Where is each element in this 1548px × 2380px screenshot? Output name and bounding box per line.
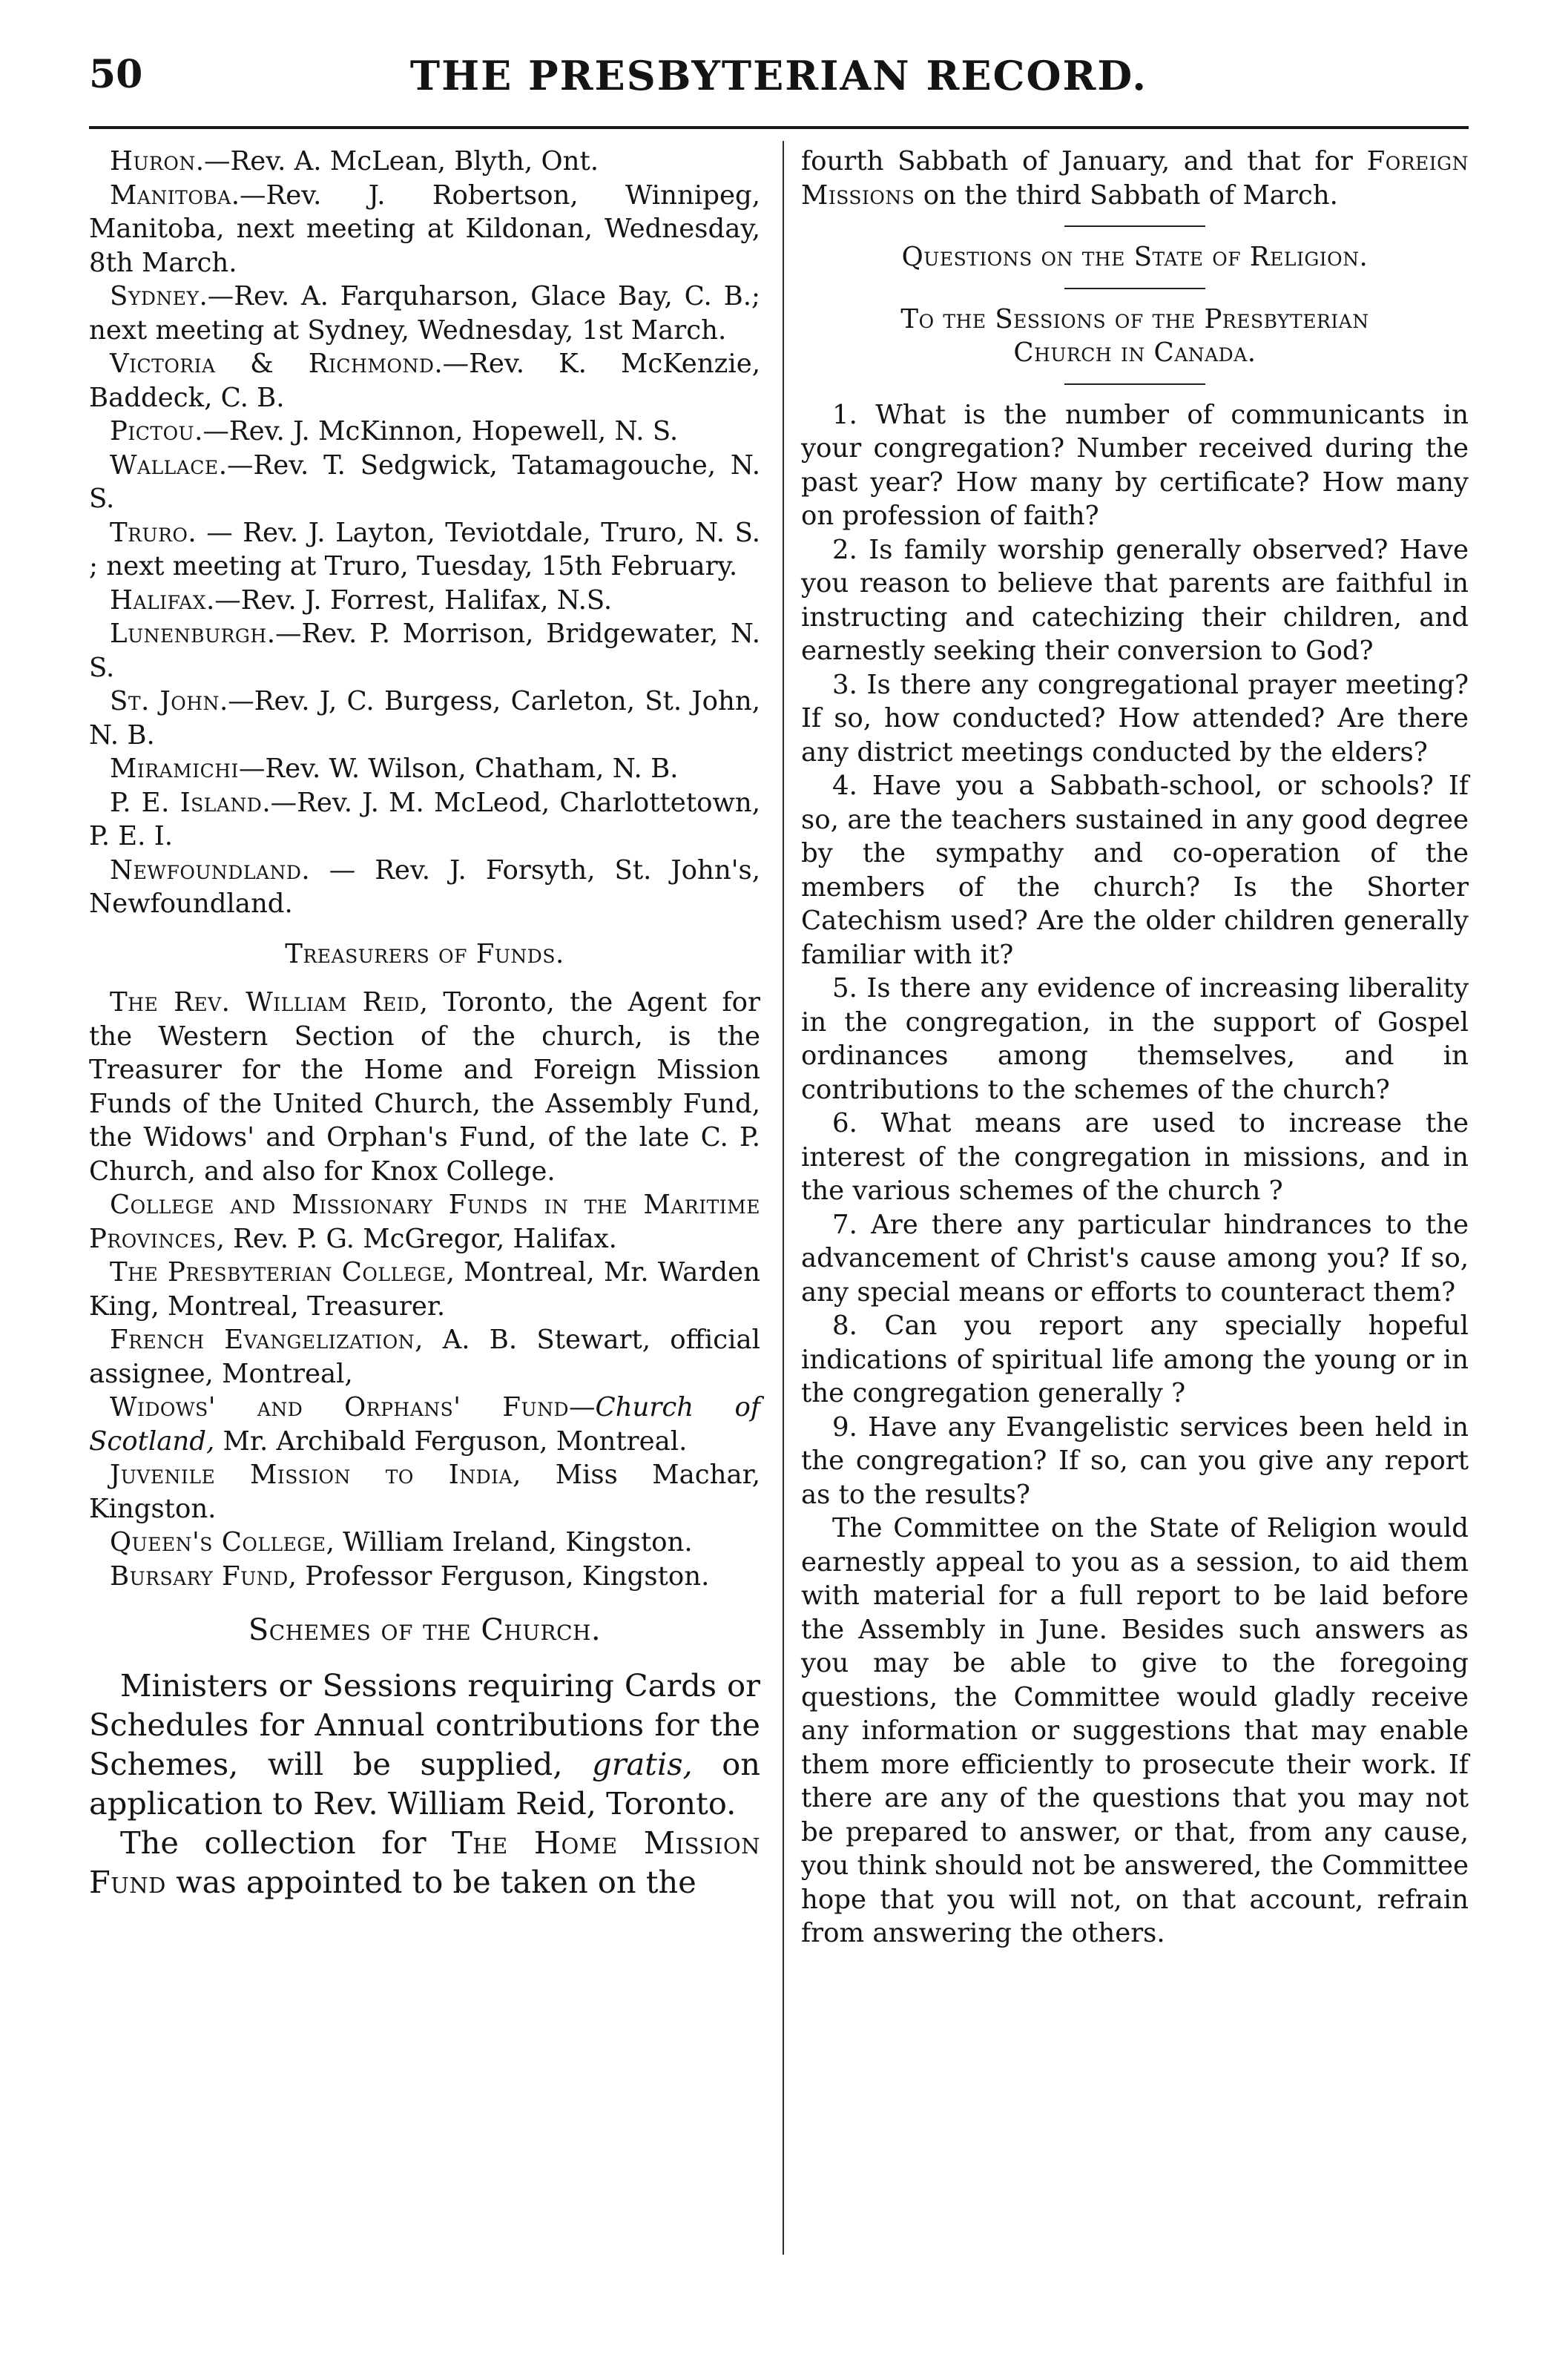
presbytery-name: Pictou [110,416,195,446]
presbytery-entry [89,617,760,685]
right-column [801,145,1469,1951]
presbytery-details: .—Rev. J. Robertson, Winnipeg, Manitoba, next meeting at Kildonan, Wednesday, 8th March. [89,179,760,278]
divider [1064,383,1205,385]
treasurer-name: Juvenile Mission to India [110,1460,513,1490]
question-item: 1. What is the number of communicants in your congregation? Number received during the past year? How many by certificate? How many on profession of faith? [801,399,1469,531]
presbytery-entry [89,786,760,854]
question-item: 4. Have you a Sabbath-school, or schools? If so, are the teachers sustained in any good degree by the sympathy and co-operation of the members of the church? Is the Shorter Catechism used? Are the older children generally familiar with it? [801,771,1469,970]
notice-text: Ministers or Sessions requiring Cards or Schedules for Annual contributions for the Schemes, will be supplied, [89,1667,760,1782]
notice-text: on application to Rev. William Reid, Toronto. [89,1745,760,1822]
treasurer-entry [89,1391,760,1458]
presbytery-name: Sydney [110,281,200,311]
continued-text: on the third Sabbath of March. [915,179,1338,211]
treasurer-details: , Rev. P. G. McGregor, Halifax. [216,1223,617,1254]
treasurer-name: College and Missionary Funds in the Maritime Provinces [89,1190,760,1254]
column-divider [783,141,784,2255]
presbytery-name: Halifax [110,584,207,616]
treasurer-entry [89,1560,760,1594]
presbytery-entry [89,584,760,618]
notice-text: The collection for [120,1824,452,1861]
treasurer-entry [89,986,760,1188]
question-item: 7. Are there any particular hindrances to the advancement of Christ's cause among you? If so, any special means or efforts to counteract them? [801,1209,1469,1308]
presbytery-name: Truro [110,517,188,548]
questions-list [801,398,1469,1512]
continued-text: fourth Sabbath of January, and that for [801,146,1367,177]
treasurer-entry [89,1188,760,1256]
treasurer-details: , Toronto, the Agent for the Western Section of the church, is the Treasurer for the Home and Foreign Mission Funds of the United Church, the Assembly Fund, the Widows' and Orphan's Fund, of the late C. P. Church, and also for Knox College. [89,987,760,1187]
presbytery-entry [89,415,760,449]
address-line: Church in Canada. [1013,337,1256,368]
notice-text: was appointed to be taken on the [165,1863,696,1900]
presbytery-details: .—Rev. J. McKinnon, Hopewell, N. S. [194,416,679,446]
presbytery-details: .—Rev. J. Forrest, Halifax, N.S. [206,584,613,616]
schemes-heading: Schemes of the Church. [248,1613,602,1647]
treasurers-heading: Treasurers of Funds. [285,938,564,969]
question-item: 9. Have any Evangelistic services been held in the congregation? If so, can you give any report as to the results? [801,1411,1469,1510]
question-item: 5. Is there any evidence of increasing liberality in the congregation, in the support of Gospel ordinances among themselves, and in contributions to the schemes of the church? [801,973,1469,1105]
notice-gratis: gratis, [592,1745,693,1782]
presbytery-details: —Rev. W. Wilson, Chatham, N. B. [238,754,679,784]
treasurer-italic-note: Church of Scotland, [89,1392,761,1457]
presbytery-entry [89,179,760,280]
questions-heading: Questions on the State of Religion. [901,242,1369,272]
committee-appeal: The Committee on the State of Religion would earnestly appeal to you as a session, to aid them with material for a full report to be laid before the Assembly in June. Besides such answers as you may be able to give to the foregoing questions, the Committee would gladly receive any information or suggestions that may enable them more efficiently to prosecute their work. If there are any of the questions that you may not be prepared to answer, or that, from any cause, you think should not be answered, the Committee hope that you will not, on that account, refrain from answering the others. [801,1513,1469,1948]
presbytery-name: Newfoundland [110,854,302,886]
question-item: 2. Is family worship generally observed? Have you reason to believe that parents are faithful in instructing and catechizing their children, and earnestly seeking their conversion to God? [801,534,1469,666]
presbytery-details: .—Rev. T. Sedgwick, Tatamagouche, N. S. [89,449,760,514]
presbytery-name: Miramichi [110,754,239,784]
schedules-notice [89,1666,760,1823]
treasurer-entry [89,1458,760,1526]
presbytery-details: . — Rev. J. Forsyth, St. John's, Newfoundland. [89,854,760,919]
question-item: 8. Can you report any specially hopeful indications of spiritual life among the young or in the congregation generally ? [801,1311,1469,1408]
treasurer-details: , A. B. Stewart, official assignee, Montreal, [89,1325,760,1389]
presbytery-list [89,145,760,921]
presbytery-entry [89,685,760,752]
left-column [89,145,760,1902]
treasurer-name: The Presbyterian College [110,1257,447,1288]
treasurer-details: , William Ireland, Kingston. [326,1527,693,1557]
presbytery-name: Huron [110,146,196,177]
presbytery-details: .—Rev. J. M. McLeod, Charlottetown, P. E. I. [89,787,760,851]
treasurer-name: The Rev. William Reid [110,987,420,1018]
home-mission-fund-label: The Home Mission Fund [89,1824,760,1900]
foreign-missions-label: Foreign Missions [801,146,1469,211]
divider [1064,225,1205,227]
presbytery-details: .—Rev. K. McKenzie, Baddeck, C. B. [89,349,761,413]
presbytery-entry [89,280,760,347]
continued-paragraph [801,145,1469,212]
presbytery-name: Lunenburgh [110,619,267,649]
treasurer-name: Bursary Fund [110,1560,289,1592]
treasurer-name: French Evangelization [110,1325,415,1355]
treasurer-entry [89,1323,760,1391]
question-item: 6. What means are used to increase the interest of the congregation in missions, and in the various schemes of the church ? [801,1108,1469,1206]
running-head-title: THE PRESBYTERIAN RECORD. [409,52,1148,99]
treasurer-name: Widows' and Orphans' Fund [110,1392,570,1423]
presbytery-entry [89,516,760,584]
presbytery-details: .—Rev. A. McLean, Blyth, Ont. [195,146,599,177]
presbytery-details: .—Rev. P. Morrison, Bridgewater, N. S. [89,619,760,683]
treasurer-details: , Miss Machar, Kingston. [89,1460,760,1524]
treasurer-entry [89,1256,760,1323]
treasurer-dash: — [569,1392,596,1423]
presbytery-details: .—Rev. A. Farquharson, Glace Bay, C. B.; next meeting at Sydney, Wednesday, 1st March. [89,281,760,346]
treasurer-details: , Montreal, Mr. Warden King, Montreal, Treasurer. [89,1257,760,1322]
divider [1064,288,1205,289]
treasurer-details: Mr. Archibald Ferguson, Montreal. [214,1425,688,1457]
page-number: 50 [89,52,143,97]
presbytery-details: .—Rev. J, C. Burgess, Carleton, St. John, N. B. [89,686,761,751]
presbytery-entry [89,347,760,415]
presbytery-details: . — Rev. J. Layton, Teviotdale, Truro, N. S. ; next meeting at Truro, Tuesday, 15th February. [89,517,760,581]
presbytery-name: Wallace [110,449,219,481]
presbytery-name: P. E. Island [110,787,263,818]
presbytery-name: Victoria & Richmond [110,349,435,379]
treasurer-entry [89,1526,760,1560]
treasurer-list [89,986,760,1593]
presbytery-entry [89,854,760,921]
header-rule [89,126,1469,129]
presbytery-name: St. John [110,686,220,716]
presbytery-entry [89,449,760,516]
presbytery-name: Manitoba [110,179,231,211]
treasurer-details: , Professor Ferguson, Kingston. [288,1560,710,1592]
treasurer-name: Queen's College [110,1527,326,1557]
presbytery-entry [89,145,760,179]
presbytery-entry [89,752,760,786]
collection-notice [89,1823,760,1902]
page-header [89,46,1469,105]
question-item: 3. Is there any congregational prayer meeting? If so, how conducted? How attended? Are there any district meetings conducted by the elders? [801,669,1469,768]
address-line: To the Sessions of the Presbyterian [900,303,1369,334]
